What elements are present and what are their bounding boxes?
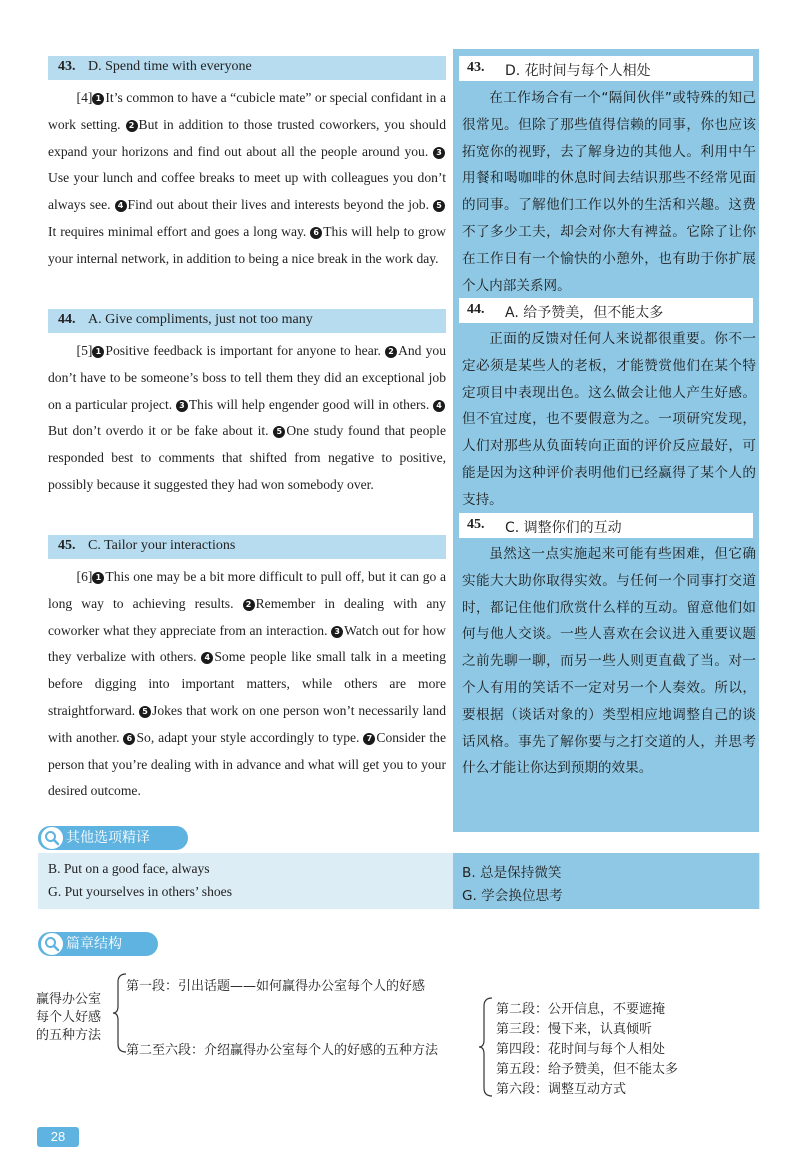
search-icon: [40, 932, 64, 956]
sentence-marker: 2: [126, 120, 138, 132]
question-number: 43.: [467, 60, 485, 75]
sentence-marker: 1: [92, 346, 104, 358]
sentence: This one may be a bit more difficult to pull off, but it can go a long way to achieving results.: [48, 569, 446, 611]
sentence-marker: 7: [363, 733, 375, 745]
sentence: Use your lunch and coffee breaks to meet up with colleagues you don’t always see.: [48, 170, 446, 213]
paragraph-label: [5]: [76, 343, 93, 358]
sentence: This will help engender good will in others.: [188, 396, 433, 412]
question-number: 43.: [58, 59, 76, 74]
sentence: And you don’t have to be someone’s boss to tell them they did an exceptional job on a particular project.: [48, 343, 447, 412]
translation-title: C. 调整你们的互动: [505, 520, 622, 536]
structure-sub-5: 第五段：给予赞美，但不能太多: [496, 1062, 679, 1077]
sentence-marker: 3: [433, 147, 445, 159]
answer-43-header: [48, 56, 446, 80]
answer-45-header: [48, 535, 446, 559]
structure-root-line-2: 每个人好感: [36, 1010, 102, 1025]
sentence-marker: 4: [115, 200, 127, 212]
sentence: Watch out for how they verbalize with others.: [48, 622, 446, 665]
option-b: B. Put on a good face, always: [48, 861, 210, 876]
sentence: So, adapt your style accordingly to type.: [136, 729, 364, 745]
translation-paragraph-6: 虽然这一点实施起来可能有些困难，但它确实能大大助你取得实效。与任何一个同事打交道时，都记住他们欣赏什么样的互动。留意他们如何与他人交谈。一些人喜欢在会议进入重要议题之前先聊一聊，而另一些人则更直截了当。对一个人有用的笑话不一定对另一个人奏效。所以，要根据（谈话对象的）类型相应地调整自己的谈话风格。事先了解你要与之打交道的人，并思考什么才能让你达到预期的效果。: [462, 546, 756, 777]
sentence-marker: 2: [385, 346, 397, 358]
sentence-marker: 6: [123, 733, 135, 745]
sentence: But in addition to those trusted coworkers, you should expand your horizons and find out about all the people around you.: [48, 116, 446, 159]
sentence: Consider the person that you’re dealing with in advance and what will get you to your desired outcome.: [48, 729, 447, 799]
paragraph-label: [4]: [76, 90, 93, 105]
sentence: Some people like small talk in a meeting before digging into important matters, while others are more straightforward.: [48, 649, 446, 718]
paragraph-label: [6]: [76, 569, 93, 584]
structure-sub-6: 第六段：调整互动方式: [496, 1082, 627, 1097]
structure-root-line-1: 赢得办公室: [36, 992, 102, 1007]
sentence: But don’t overdo it or be fake about it.: [48, 423, 274, 439]
structure-root-line-3: 的五种方法: [36, 1028, 102, 1043]
structure-sub-3: 第三段：慢下来，认真倾听: [496, 1022, 653, 1037]
sentence-marker: 3: [331, 626, 343, 638]
structure-brace-sub: [478, 996, 494, 1098]
translation-45-header: [459, 513, 753, 538]
paragraph-5: [48, 338, 446, 499]
sentence: One study found that people responded best to comments that shifted from negative to positive, possibly because it suggested they had won somebody over.: [48, 423, 446, 492]
sentence-marker: 2: [243, 599, 255, 611]
paragraph-6: [48, 564, 446, 805]
structure-sub-2: 第二段：公开信息，不要遮掩: [496, 1002, 666, 1017]
translation-paragraph-4: 在工作场合有一个“隔间伙伴”或特殊的知己很常见。但除了那些值得信赖的同事，你也应该拓宽你的视野，去了解身边的其他人。利用中午用餐和喝咖啡的休息时间去结识那些不经常见面的同事。了解他们工作以外的生活和兴趣。这费不了多少工夫，却会对你大有裨益。它除了让你在工作日有一个愉快的小憩外，也有助于你扩展个人内部关系网。: [462, 90, 756, 294]
sentence-marker: 3: [176, 400, 188, 412]
structure-sub-4: 第四段：花时间与每个人相处: [496, 1042, 666, 1057]
answer-title: A. Give compliments, just not too many: [88, 312, 313, 327]
sentence-marker: 1: [92, 93, 104, 105]
option-b-translation: B. 总是保持微笑: [462, 865, 562, 881]
question-number: 44.: [467, 302, 485, 317]
answer-title: D. Spend time with everyone: [88, 59, 252, 74]
answer-title: C. Tailor your interactions: [88, 538, 236, 553]
question-number: 45.: [467, 517, 485, 532]
question-number: 45.: [58, 538, 76, 553]
sentence: Positive feedback is important for anyone to hear.: [105, 343, 386, 358]
sentence-marker: 5: [139, 706, 151, 718]
sentence-marker: 5: [273, 426, 285, 438]
translation-43-header: [459, 56, 753, 81]
option-g-translation: G. 学会换位思考: [462, 888, 563, 904]
question-number: 44.: [58, 312, 76, 327]
page-number: 28: [37, 1127, 79, 1147]
sentence-marker: 6: [310, 227, 322, 239]
translation-title: A. 给予赞美，但不能太多: [505, 305, 664, 321]
structure-branch-2: 第二至六段：介绍赢得办公室每个人的好感的五种方法: [126, 1043, 439, 1058]
option-g: G. Put yourselves in others’ shoes: [48, 884, 232, 899]
sentence-marker: 5: [433, 200, 445, 212]
sentence: Jokes that work on one person won’t necessarily land with another.: [48, 702, 446, 745]
translation-title: D. 花时间与每个人相处: [505, 63, 651, 79]
sentence: Find out about their lives and interests beyond the job.: [127, 197, 433, 213]
sentence: This will help to grow your internal network, in addition to being a nice break in the work day.: [48, 223, 446, 266]
other-options-heading: [38, 826, 188, 850]
structure-branch-1: 第一段：引出话题——如何赢得办公室每个人的好感: [126, 979, 426, 994]
sentence-marker: 4: [201, 652, 213, 664]
sentence-marker: 4: [433, 400, 445, 412]
translation-44-header: [459, 298, 753, 323]
sentence-marker: 1: [92, 572, 104, 584]
heading-label: 篇章结构: [66, 936, 122, 952]
sentence: Remember in dealing with any coworker what they appreciate from an interaction.: [48, 595, 446, 638]
translation-paragraph-5: 正面的反馈对任何人来说都很重要。你不一定必须是某些人的老板，才能赞赏他们在某个特定项目中表现出色。这么做会让他人产生好感。但不宜过度，也不要假意为之。一项研究发现，人们对那些从负面转向正面的评价反应最好，可能是因为这种评价表明他们已经赢得了某个人的支持。: [462, 331, 756, 508]
answer-44-header: [48, 309, 446, 333]
heading-label: 其他选项精译: [66, 830, 150, 846]
paragraph-4: [48, 85, 446, 273]
search-icon: [40, 826, 64, 850]
structure-heading: [38, 932, 158, 956]
sentence: It’s common to have a “cubicle mate” or special confidant in a work setting.: [48, 90, 446, 132]
sentence: It requires minimal effort and goes a long way.: [48, 223, 311, 239]
